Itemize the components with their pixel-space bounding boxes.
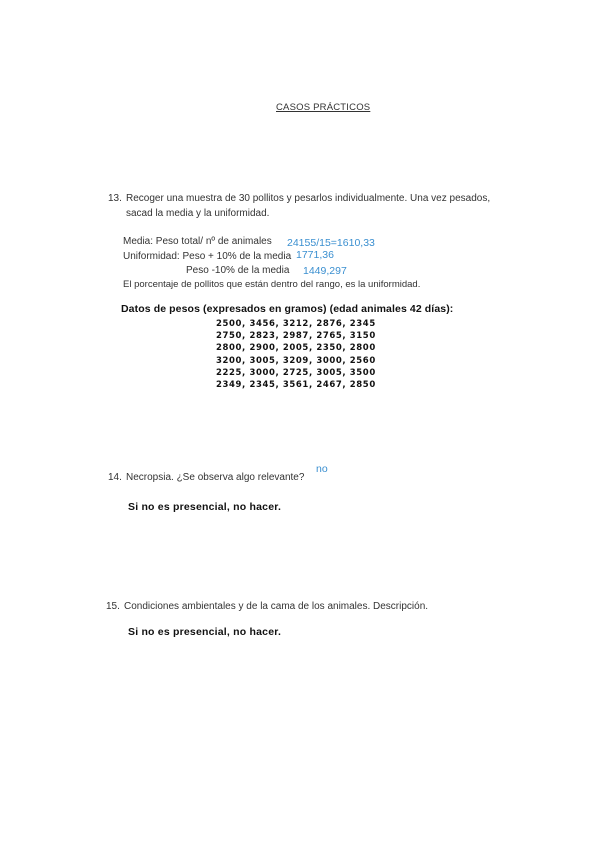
uniformidad-answer: 1771,36: [296, 249, 334, 261]
weights-data-row: 2750, 2823, 2987, 2765, 3150: [216, 331, 376, 342]
question-14-answer: no: [316, 463, 328, 475]
question-13-number: 13.: [108, 193, 122, 204]
weights-data-row: 3200, 3005, 3209, 3000, 2560: [216, 355, 376, 366]
peso-minus-formula: Peso -10% de la media: [186, 265, 290, 276]
page-title: CASOS PRÁCTICOS: [276, 102, 371, 113]
question-13-text: Recoger una muestra de 30 pollitos y pesarlos individualmente. Una vez pesados,: [126, 193, 491, 204]
weights-data-heading: Datos de pesos (expresados en gramos) (edad animales 42 días):: [121, 303, 454, 315]
question-13-line2: sacad la media y la uniformidad.: [126, 208, 270, 219]
question-15: [106, 601, 428, 612]
uniformidad-definition: El porcentaje de pollitos que están dentro del rango, es la uniformidad.: [123, 279, 421, 290]
question-14-number: 14.: [108, 472, 122, 483]
question-13-line1: [108, 193, 490, 204]
weights-data-row: 2349, 2345, 3561, 2467, 2850: [216, 380, 376, 391]
weights-data-row: 2500, 3456, 3212, 2876, 2345: [216, 319, 376, 329]
question-15-number: 15.: [106, 601, 120, 612]
question-15-note: Si no es presencial, no hacer.: [128, 626, 282, 638]
media-answer: 24155/15=1610,33: [287, 237, 375, 249]
media-formula: Media: Peso total/ nº de animales: [123, 236, 272, 247]
peso-minus-answer: 1449,297: [303, 265, 347, 277]
question-15-text: Condiciones ambientales y de la cama de los animales. Descripción.: [124, 601, 429, 612]
question-14: [108, 472, 304, 483]
weights-data-table: [216, 318, 376, 391]
uniformidad-formula: Uniformidad: Peso + 10% de la media: [123, 251, 292, 262]
weights-data-row: 2225, 3000, 2725, 3005, 3500: [216, 367, 376, 378]
weights-data-row: 2800, 2900, 2005, 2350, 2800: [216, 343, 376, 354]
question-14-note: Si no es presencial, no hacer.: [128, 501, 282, 513]
question-14-text: Necropsia. ¿Se observa algo relevante?: [126, 472, 305, 483]
